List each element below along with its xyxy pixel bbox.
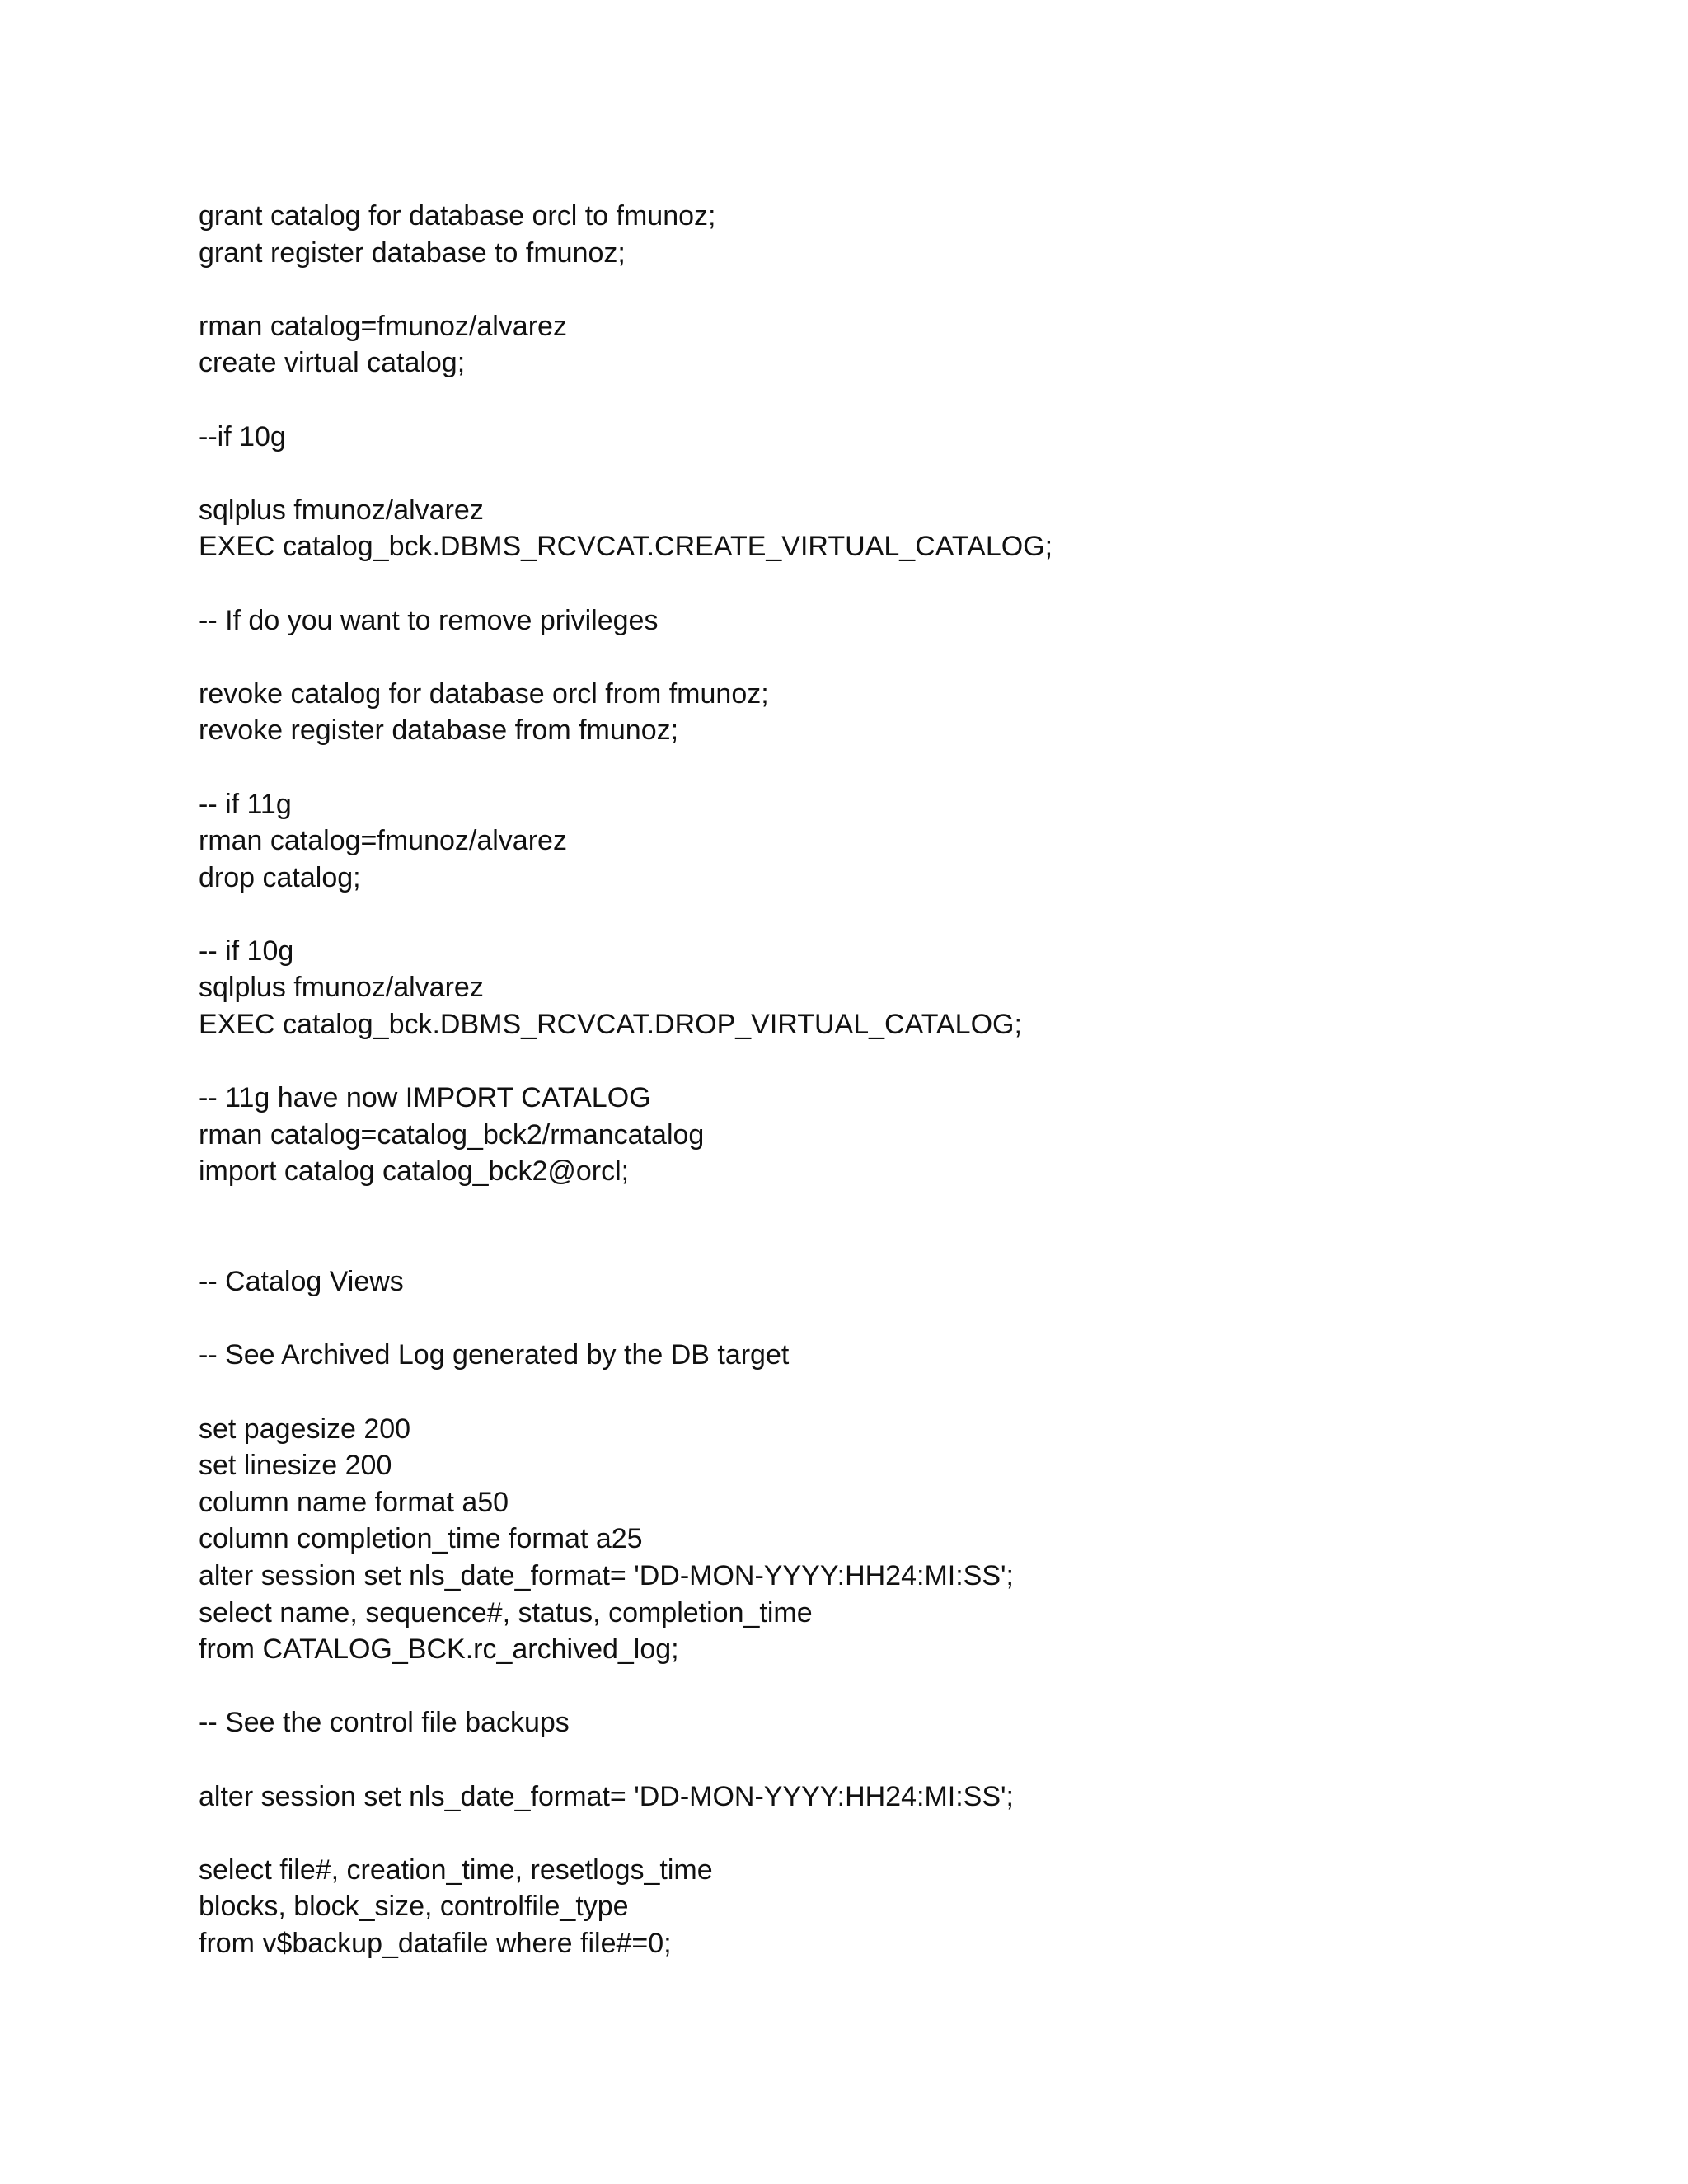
text-line: sqlplus fmunoz/alvarez (199, 972, 484, 1004)
text-line: -- See the control file backups (199, 1707, 570, 1739)
text-line: rman catalog=fmunoz/alvarez (199, 310, 567, 342)
text-line: rman catalog=catalog_bck2/rmancatalog (199, 1118, 705, 1151)
text-line: -- Catalog Views (199, 1266, 404, 1298)
document-body (199, 198, 1600, 1962)
text-line: -- See Archived Log generated by the DB target (199, 1339, 790, 1371)
text-line: revoke catalog for database orcl from fmunoz; (199, 677, 769, 710)
text-line: set linesize 200 (199, 1450, 392, 1482)
text-line: revoke register database from fmunoz; (199, 715, 679, 747)
text-line: alter session set nls_date_format= 'DD-MON-YYYY:HH24:MI:SS'; (199, 1559, 1014, 1591)
text-line: set pagesize 200 (199, 1413, 411, 1445)
text-line: column name format a50 (199, 1486, 509, 1518)
blank-line (199, 1374, 1600, 1411)
blank-line (199, 1741, 1600, 1779)
text-line: alter session set nls_date_format= 'DD-MON-YYYY:HH24:MI:SS'; (199, 1780, 1014, 1812)
text-line: blocks, block_size, controlfile_type (199, 1891, 629, 1923)
text-line: import catalog catalog_bck2@orcl; (199, 1155, 630, 1188)
text-line: -- 11g have now IMPORT CATALOG (199, 1082, 651, 1114)
text-line: -- if 10g (199, 935, 294, 967)
blank-line (199, 749, 1600, 786)
text-line: column completion_time format a25 (199, 1523, 643, 1555)
text-line: from v$backup_datafile where file#=0; (199, 1927, 672, 1959)
text-line: EXEC catalog_bck.DBMS_RCVCAT.CREATE_VIRTUAL_CATALOG; (199, 531, 1053, 563)
text-line: rman catalog=fmunoz/alvarez (199, 825, 567, 857)
text-line: EXEC catalog_bck.DBMS_RCVCAT.DROP_VIRTUAL_CATALOG; (199, 1009, 1022, 1041)
blank-line (199, 1668, 1600, 1705)
text-line: drop catalog; (199, 861, 361, 893)
text-line: -- if 11g (199, 788, 292, 820)
blank-line (199, 1043, 1600, 1080)
text-line: select name, sequence#, status, completion_time (199, 1596, 813, 1629)
blank-line (199, 565, 1600, 602)
text-line: select file#, creation_time, resetlogs_time (199, 1854, 713, 1886)
blank-line (199, 1815, 1600, 1852)
blank-line (199, 1190, 1600, 1227)
blank-line (199, 1227, 1600, 1264)
blank-line (199, 271, 1600, 308)
text-line: create virtual catalog; (199, 347, 466, 379)
blank-line (199, 1301, 1600, 1338)
text-line: from CATALOG_BCK.rc_archived_log; (199, 1633, 679, 1666)
text-line: grant catalog for database orcl to fmunoz; (199, 200, 716, 232)
text-line: grant register database to fmunoz; (199, 237, 626, 269)
blank-line (199, 896, 1600, 933)
blank-line (199, 639, 1600, 676)
text-line: --if 10g (199, 420, 286, 452)
text-line: sqlplus fmunoz/alvarez (199, 494, 484, 526)
blank-line (199, 382, 1600, 419)
text-line: -- If do you want to remove privileges (199, 604, 659, 636)
blank-line (199, 455, 1600, 492)
